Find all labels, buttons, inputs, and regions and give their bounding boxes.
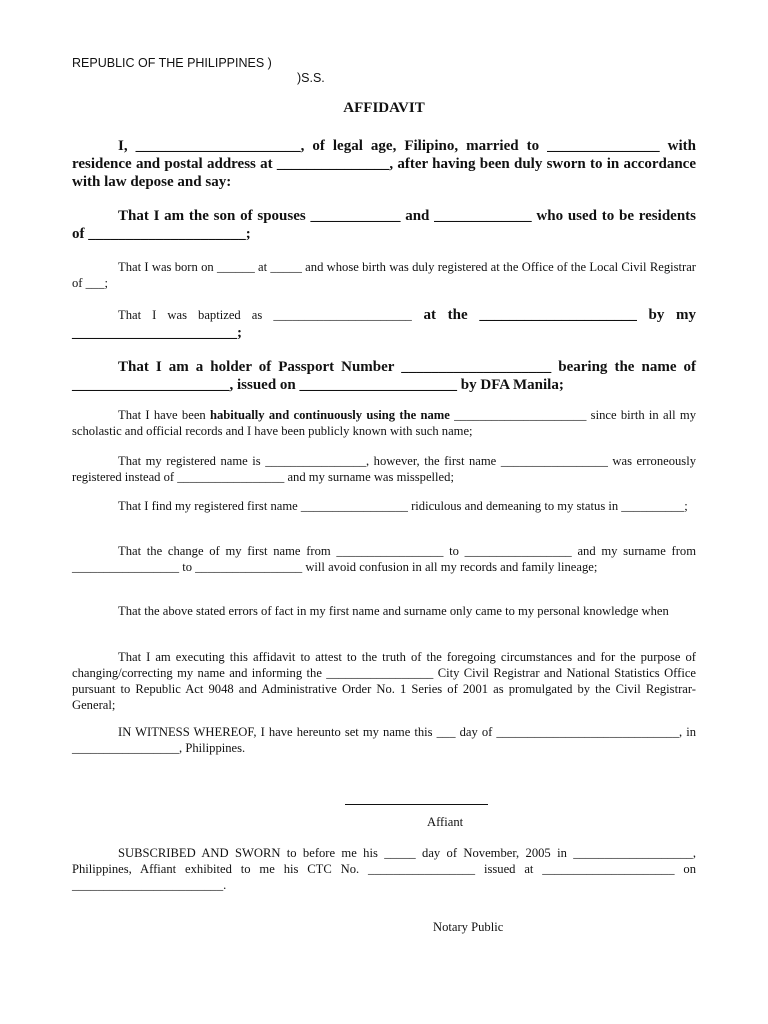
paragraph-birth: That I was born on ______ at _____ and whose birth was duly registered at the Office of the Local Civil Registrar of ___; xyxy=(72,260,696,290)
paragraph-errors: That the above stated errors of fact in my first name and surname only came to my personal knowledge when xyxy=(118,604,669,618)
paragraph-baptism xyxy=(72,306,696,342)
venue-republic: REPUBLIC OF THE PHILIPPINES ) xyxy=(72,56,272,70)
paragraph-habitual-use-rest: _____________________ since birth in all my scholastic and official records and I have been publicly known with such name; xyxy=(72,408,696,438)
notary-public-label: Notary Public xyxy=(433,920,504,934)
paragraph-change-name: That the change of my first name from _________________ to _________________ and my surname from _________________ to _________________ will avoid confusion in all my records and family lineage; xyxy=(72,544,696,574)
paragraph-baptism-rest: at the _____________________ by my ______________________; xyxy=(72,307,697,341)
paragraph-ridiculous: That I find my registered first name _________________ ridiculous and demeaning to my status in __________; xyxy=(118,499,688,513)
paragraph-parents: That I am the son of spouses ____________ and _____________ who used to be residents of _____________________; xyxy=(72,208,696,242)
paragraph-baptism-lead: That I was baptized as ______________________ xyxy=(118,308,412,322)
document-title: AFFIDAVIT xyxy=(343,100,425,116)
paragraph-habitual-use-lead: That I have been xyxy=(118,408,210,422)
affiant-label: Affiant xyxy=(427,815,464,829)
paragraph-purpose: That I am executing this affidavit to attest to the truth of the foregoing circumstances and for the purpose of changing/correcting my name and informing the _________________ City Civil Registrar and National Statistics Office pursuant to Republic Act 9048 and Administrative Order No. 1 Series of 2001 as promulgated by the Civil Registrar-General; xyxy=(72,650,696,712)
paragraph-passport: That I am a holder of Passport Number ____________________ bearing the name of _____________________, issued on _____________________ by DFA Manila; xyxy=(72,359,696,393)
affiant-signature-line xyxy=(345,804,488,805)
paragraph-habitual-use-bold: habitually and continuously using the name xyxy=(210,408,450,422)
paragraph-witness: IN WITNESS WHEREOF, I have hereunto set my name this ___ day of _____________________________, in _________________, Philippines. xyxy=(72,725,696,755)
paragraph-declarant: I, ______________________, of legal age, Filipino, married to _______________ with residence and postal address at _______________, after having been duly sworn to in accordance with law depose and say: xyxy=(72,138,696,190)
venue-ss: )S.S. xyxy=(297,71,325,85)
paragraph-jurat: SUBSCRIBED AND SWORN to before me his _____ day of November, 2005 in ___________________, Philippines, Affiant exhibited to me his CTC No. _________________ issued at _____________________ on ________________________. xyxy=(72,846,696,892)
paragraph-registered-name: That my registered name is ________________, however, the first name _________________ was erroneously registered instead of _________________ and my surname was misspelled; xyxy=(72,454,696,484)
paragraph-habitual-use xyxy=(72,407,696,439)
